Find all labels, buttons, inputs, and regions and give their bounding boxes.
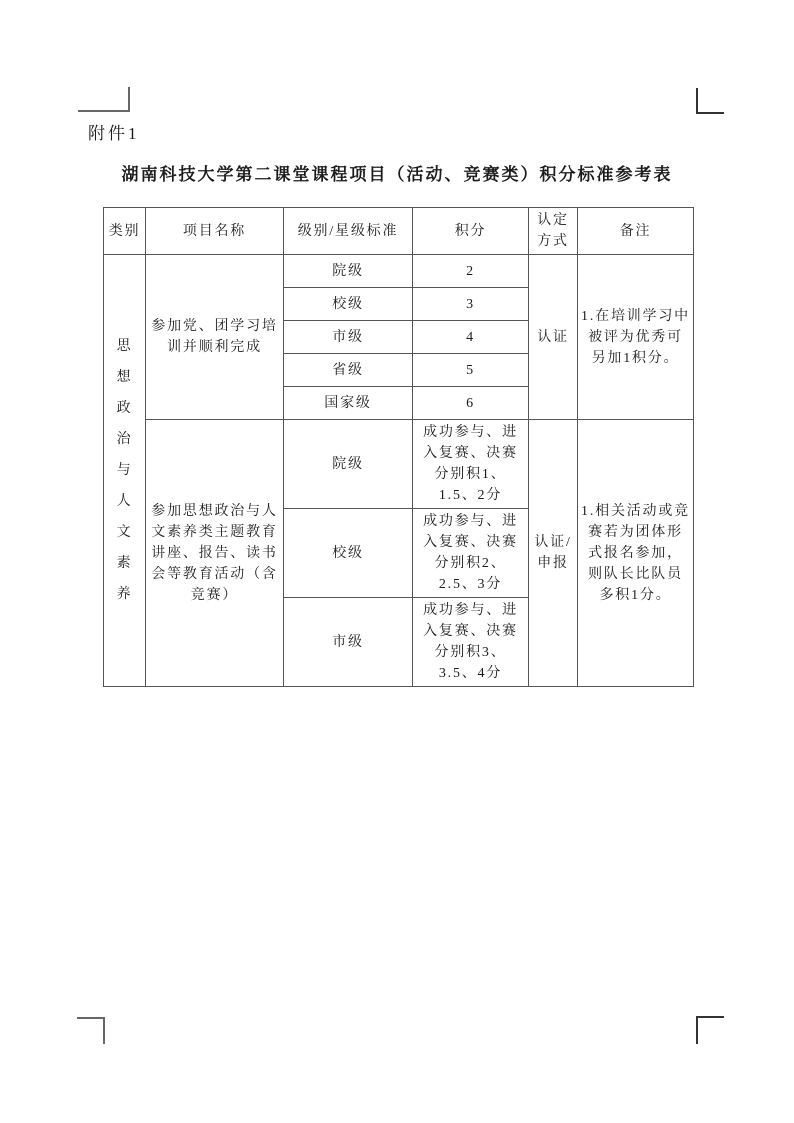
points-cell: 6 (413, 387, 529, 420)
header-cell-points: 积分 (413, 208, 529, 255)
level-cell: 院级 (284, 420, 413, 509)
points-cell: 成功参与、进入复赛、决赛分别积1、1.5、2分 (413, 420, 529, 509)
crop-mark-top-left (78, 87, 130, 112)
header-cell-level: 级别/星级标准 (284, 208, 413, 255)
crop-mark-bottom-left (77, 1017, 105, 1044)
header-cell-remarks: 备注 (578, 208, 694, 255)
recognition-cell: 认证 (529, 255, 578, 420)
crop-mark-top-right (696, 88, 724, 114)
crop-mark-bottom-right (696, 1016, 724, 1044)
points-cell: 3 (413, 288, 529, 321)
level-cell: 国家级 (284, 387, 413, 420)
category-vertical-text: 思想政治与人文素养 (116, 339, 133, 602)
table-row (104, 255, 694, 288)
points-cell: 5 (413, 354, 529, 387)
remarks-cell: 1.在培训学习中被评为优秀可另加1积分。 (578, 255, 694, 420)
points-table (103, 207, 694, 687)
header-cell-recognition: 认定方式 (529, 208, 578, 255)
remarks-cell: 1.相关活动或竞赛若为团体形式报名参加，则队长比队员多积1分。 (578, 420, 694, 687)
points-cell: 成功参与、进入复赛、决赛分别积2、2.5、3分 (413, 509, 529, 598)
level-cell: 院级 (284, 255, 413, 288)
table-header-row (104, 208, 694, 255)
recognition-cell: 认证/申报 (529, 420, 578, 687)
level-cell: 校级 (284, 509, 413, 598)
points-cell: 4 (413, 321, 529, 354)
header-cell-category: 类别 (104, 208, 146, 255)
level-cell: 省级 (284, 354, 413, 387)
level-cell: 市级 (284, 598, 413, 687)
points-table-container (103, 207, 694, 687)
table-row (104, 420, 694, 509)
level-cell: 校级 (284, 288, 413, 321)
document-title: 湖南科技大学第二课堂课程项目（活动、竞赛类）积分标准参考表 (121, 165, 673, 184)
project-name-cell: 参加思想政治与人文素养类主题教育讲座、报告、读书会等教育活动（含竞赛） (146, 420, 284, 687)
attachment-label: 附件1 (88, 124, 140, 143)
level-cell: 市级 (284, 321, 413, 354)
project-name-cell: 参加党、团学习培训并顺利完成 (146, 255, 284, 420)
category-cell (104, 255, 146, 687)
points-cell: 成功参与、进入复赛、决赛分别积3、3.5、4分 (413, 598, 529, 687)
header-cell-project: 项目名称 (146, 208, 284, 255)
points-cell: 2 (413, 255, 529, 288)
